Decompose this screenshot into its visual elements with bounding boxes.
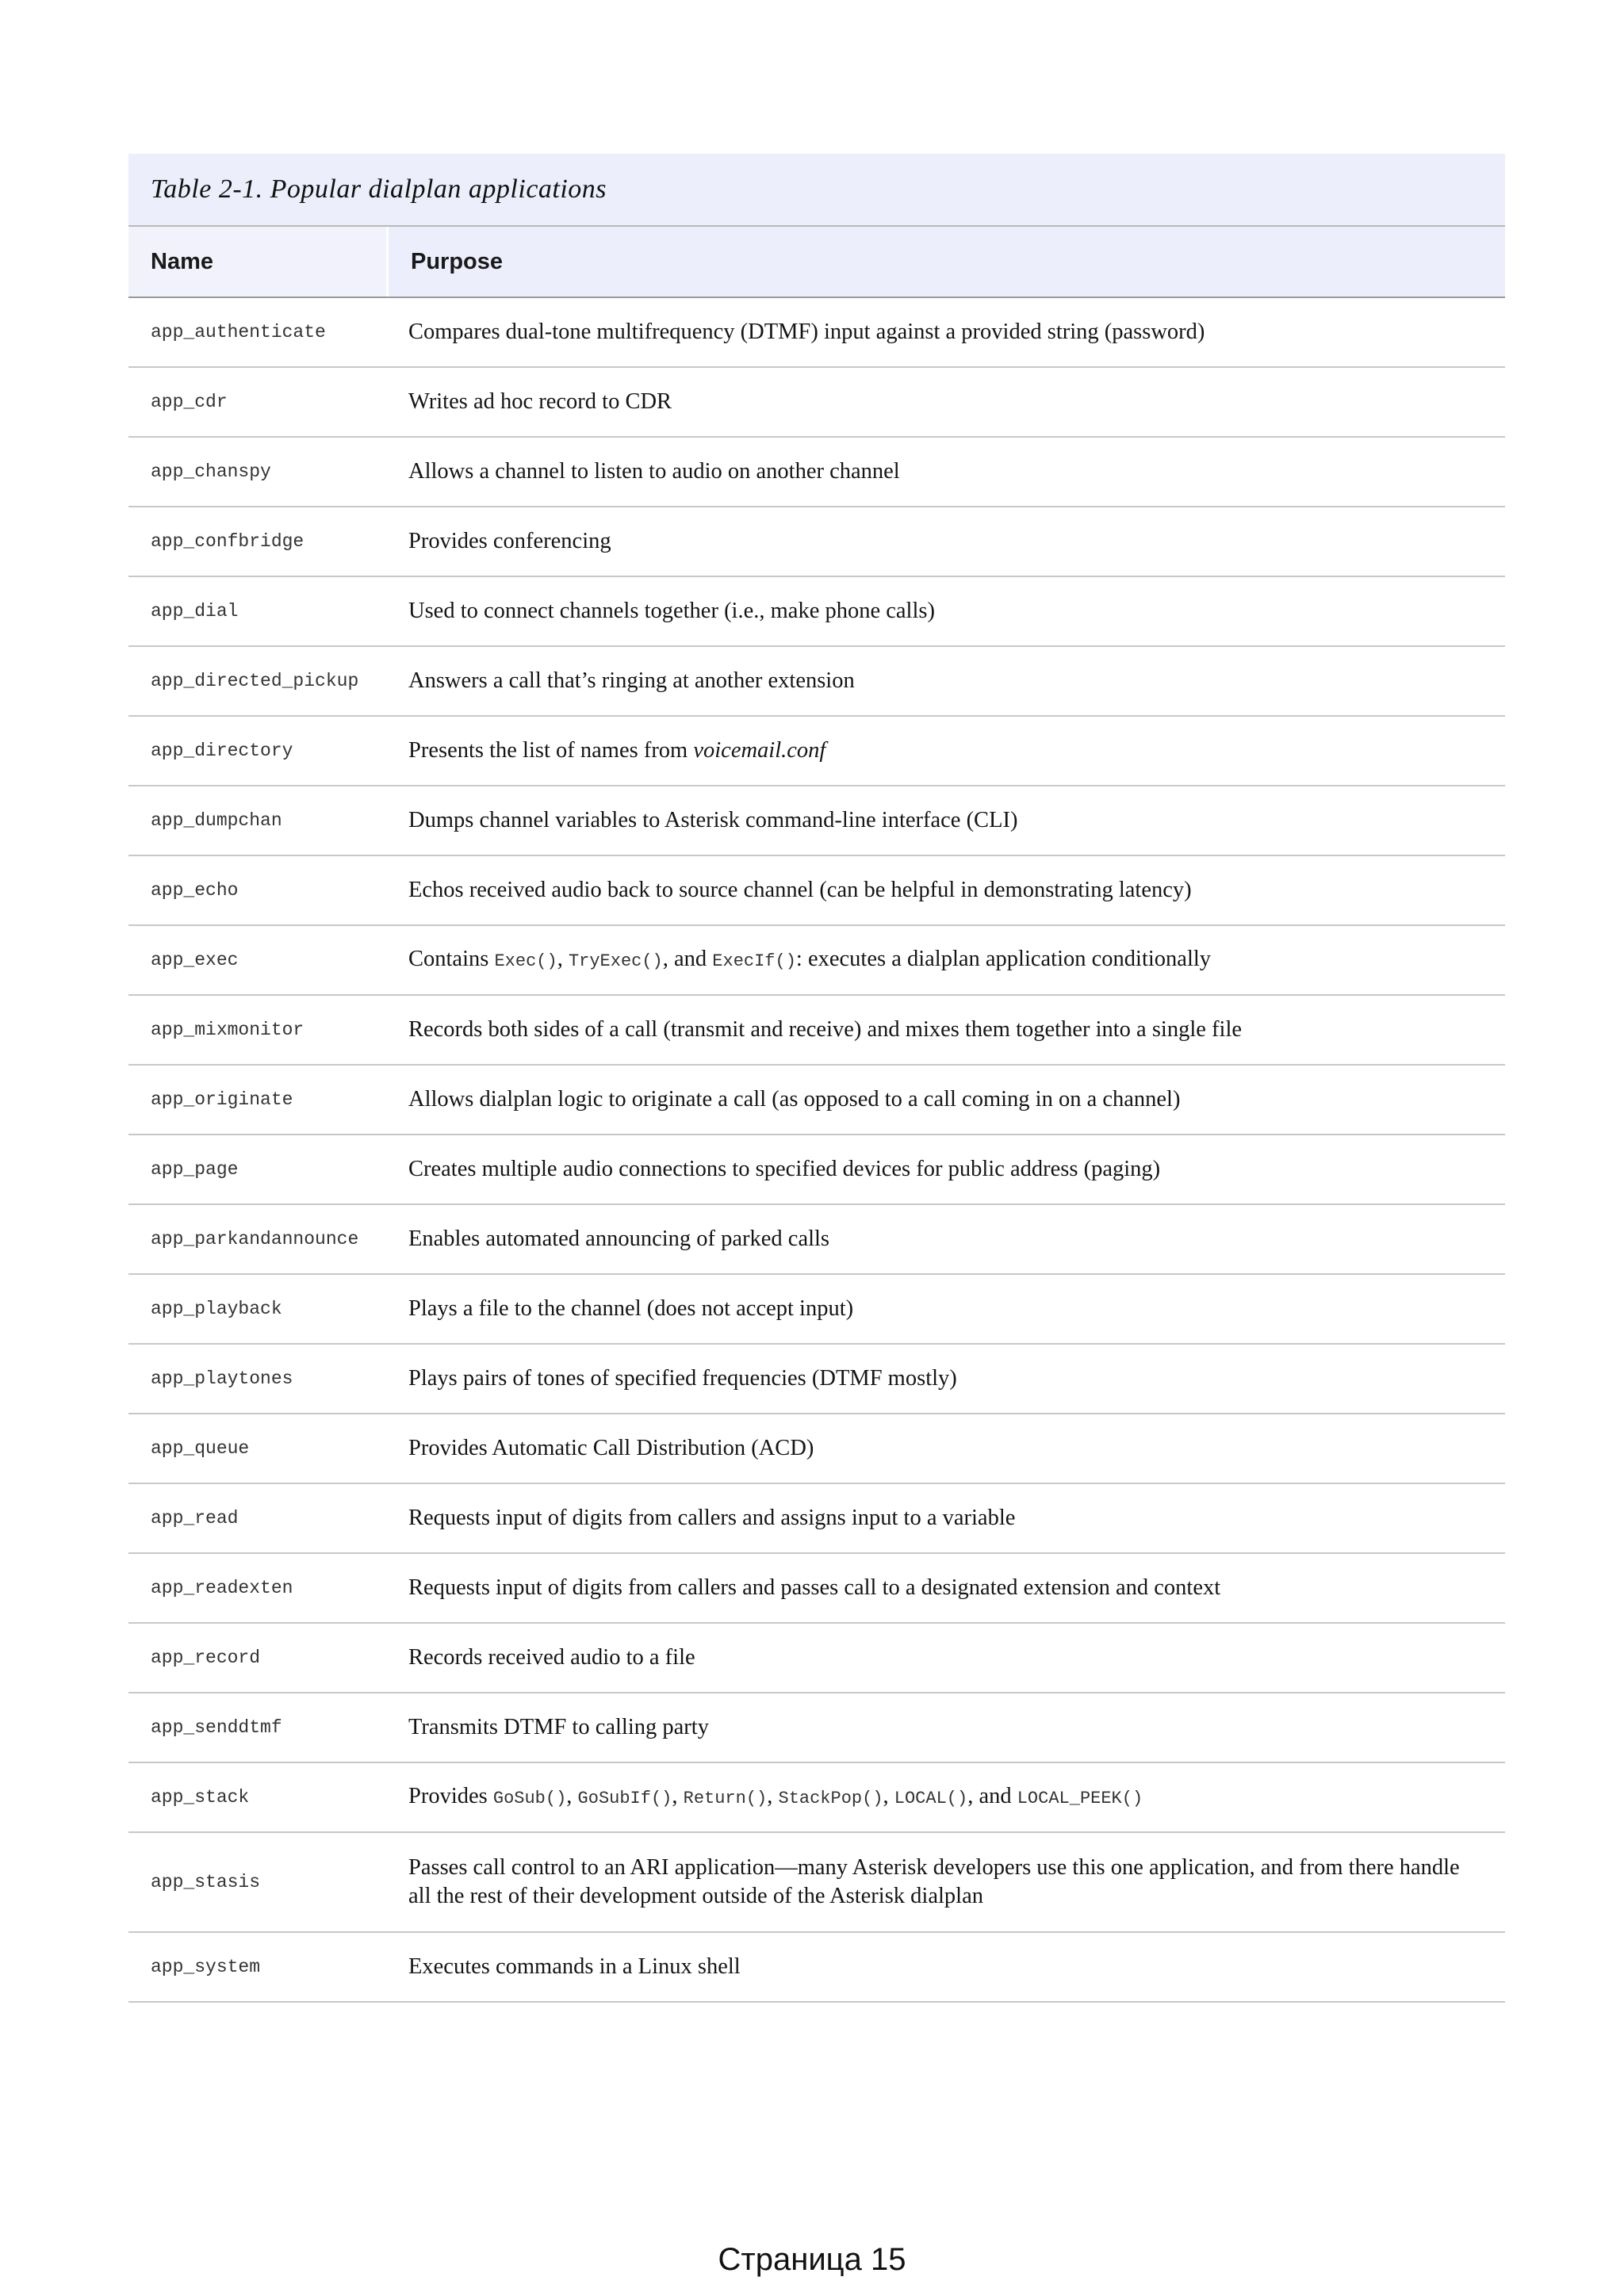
table-row <box>128 1066 1505 1135</box>
purpose-cell: Requests input of digits from callers and passes call to a designated extension and context <box>408 1575 1221 1600</box>
app-name-cell: app_mixmonitor <box>151 1020 304 1040</box>
app-name-cell: app_echo <box>151 880 239 901</box>
purpose-cell <box>386 1763 1505 1831</box>
app-name-cell: app_stasis <box>151 1872 261 1892</box>
table-row <box>128 1205 1505 1275</box>
app-name-cell: app_dial <box>151 601 239 622</box>
app-name-cell: app_parkandannounce <box>151 1229 359 1249</box>
purpose-text: , <box>767 1783 779 1808</box>
purpose-cell: Writes ad hoc record to CDR <box>408 389 672 414</box>
purpose-cell: Answers a call that’s ringing at another extension <box>408 668 855 693</box>
table-body <box>128 298 1505 2003</box>
purpose-text: Provides <box>408 1783 493 1808</box>
purpose-cell: Echos received audio back to source channel (can be helpful in demonstrating latency) <box>408 878 1192 902</box>
function-name: LOCAL_PEEK() <box>1017 1788 1143 1808</box>
app-name-cell: app_authenticate <box>151 322 326 342</box>
table-row <box>128 507 1505 577</box>
app-name-cell: app_read <box>151 1508 239 1529</box>
purpose-cell: Dumps channel variables to Asterisk command-line interface (CLI) <box>408 808 1018 832</box>
purpose-text-line <box>408 945 1211 976</box>
purpose-cell: Transmits DTMF to calling party <box>408 1715 709 1739</box>
purpose-text: , <box>672 1783 684 1808</box>
purpose-text: , <box>566 1783 578 1808</box>
table-row <box>128 368 1505 438</box>
app-name-cell: app_confbridge <box>151 531 304 552</box>
function-name: Return() <box>683 1788 768 1808</box>
purpose-text: , and <box>967 1783 1017 1808</box>
app-name-cell: app_cdr <box>151 392 228 412</box>
table-row <box>128 1693 1505 1763</box>
purpose-cell <box>386 926 1505 994</box>
table-row <box>128 786 1505 856</box>
table-row <box>128 647 1505 717</box>
purpose-cell: Creates multiple audio connections to specified devices for public address (paging) <box>408 1157 1161 1181</box>
column-header-name: Name <box>128 227 386 297</box>
app-name-cell: app_system <box>151 1957 261 1977</box>
table-row <box>128 1933 1505 2003</box>
purpose-cell: Executes commands in a Linux shell <box>408 1954 741 1979</box>
app-name-cell: app_chanspy <box>151 461 271 482</box>
table-row <box>128 1763 1505 1833</box>
document-page <box>128 154 1505 2003</box>
table-row <box>128 717 1505 786</box>
config-filename: voicemail.conf <box>693 738 826 763</box>
app-name-cell: app_queue <box>151 1438 250 1459</box>
app-name-cell: app_readexten <box>151 1578 293 1598</box>
app-name-cell: app_directed_pickup <box>151 671 359 691</box>
purpose-text: Presents the list of names from <box>408 738 694 763</box>
table-row <box>128 1414 1505 1484</box>
purpose-cell: Provides Automatic Call Distribution (ACD) <box>408 1436 814 1460</box>
function-name: LOCAL() <box>894 1788 968 1808</box>
purpose-text-line <box>408 1782 1143 1813</box>
purpose-cell: Requests input of digits from callers and assigns input to a variable <box>408 1506 1016 1530</box>
function-name: TryExec() <box>568 951 663 971</box>
column-header-purpose: Purpose <box>386 227 1505 297</box>
purpose-cell: Records both sides of a call (transmit and receive) and mixes them together into a single file <box>408 1017 1243 1042</box>
table-row <box>128 298 1505 368</box>
app-name-cell: app_stack <box>151 1787 250 1808</box>
purpose-text: : executes a dialplan application conditionally <box>795 946 1212 971</box>
function-name: GoSubIf() <box>577 1788 672 1808</box>
app-name-cell: app_originate <box>151 1089 293 1110</box>
purpose-cell: Plays pairs of tones of specified frequencies (DTMF mostly) <box>408 1366 957 1391</box>
page-number: Страница 15 <box>718 2242 906 2277</box>
purpose-cell: Provides conferencing <box>408 529 611 553</box>
app-name-cell: app_record <box>151 1647 261 1668</box>
purpose-text: , <box>557 946 569 971</box>
purpose-cell: Records received audio to a file <box>408 1645 695 1670</box>
purpose-cell: Enables automated announcing of parked calls <box>408 1226 830 1251</box>
table-caption: Table 2-1. Popular dialplan applications <box>128 154 1505 227</box>
purpose-cell: Used to connect channels together (i.e., make phone calls) <box>408 599 935 623</box>
function-name: Exec() <box>494 951 557 971</box>
purpose-cell <box>386 717 1505 785</box>
table-row <box>128 1275 1505 1345</box>
app-name-cell: app_playtones <box>151 1368 293 1389</box>
app-name-cell: app_playback <box>151 1299 282 1319</box>
table-row <box>128 996 1505 1066</box>
purpose-cell: Passes call control to an ARI application—many Asterisk developers use this one application, and from there handle all the rest of their development outside of the Asterisk dialplan <box>408 1855 1460 1908</box>
purpose-text: , <box>883 1783 894 1808</box>
function-name: GoSub() <box>492 1788 567 1808</box>
table-row <box>128 438 1505 507</box>
function-name: StackPop() <box>778 1788 883 1808</box>
purpose-text: , and <box>662 946 713 971</box>
table-row <box>128 1135 1505 1205</box>
function-name: ExecIf() <box>712 951 796 971</box>
app-name-cell: app_senddtmf <box>151 1717 282 1738</box>
app-name-cell: app_dumpchan <box>151 810 282 831</box>
app-name-cell: app_directory <box>151 740 293 761</box>
table-row <box>128 856 1505 926</box>
app-name-cell: app_page <box>151 1159 239 1180</box>
table-row <box>128 577 1505 647</box>
table-header-row <box>128 227 1505 298</box>
table-row <box>128 926 1505 996</box>
purpose-cell: Allows dialplan logic to originate a call (as opposed to a call coming in on a channel) <box>408 1087 1181 1112</box>
purpose-text: Contains <box>408 946 495 971</box>
table-row <box>128 1833 1505 1933</box>
table-row <box>128 1345 1505 1414</box>
purpose-cell: Compares dual-tone multifrequency (DTMF) input against a provided string (password) <box>408 320 1205 344</box>
table-row <box>128 1624 1505 1693</box>
purpose-cell: Allows a channel to listen to audio on another channel <box>408 459 900 484</box>
app-name-cell: app_exec <box>151 950 239 970</box>
table-row <box>128 1484 1505 1554</box>
purpose-cell: Plays a file to the channel (does not accept input) <box>408 1296 854 1321</box>
table-row <box>128 1554 1505 1624</box>
